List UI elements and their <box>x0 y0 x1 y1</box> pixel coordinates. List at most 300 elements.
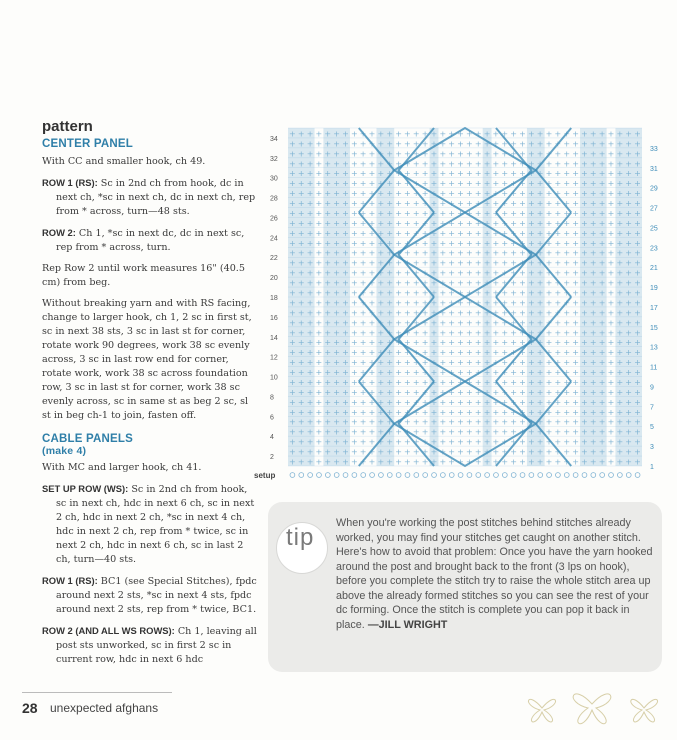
chart-stitch: + <box>368 318 376 328</box>
chart-stitch: + <box>598 189 606 199</box>
chart-stitch: + <box>563 427 571 437</box>
chart-stitch: + <box>519 377 526 387</box>
chart-stitch: + <box>448 348 456 358</box>
chart-stitch: + <box>527 328 535 338</box>
chart-stitch: + <box>589 139 597 149</box>
chart-stitch: + <box>616 377 624 387</box>
chart-stitch: + <box>421 328 429 338</box>
chart-stitch: + <box>510 427 517 437</box>
chart-stitch: + <box>634 348 641 358</box>
chart-stitch: + <box>545 457 553 467</box>
chart-stitch: + <box>289 447 296 457</box>
chart-stitch: + <box>350 268 358 278</box>
chart-stitch: + <box>404 169 411 179</box>
chart-stitch: + <box>519 189 526 199</box>
chart-stitch: + <box>430 407 438 417</box>
chart-stitch: + <box>377 298 385 308</box>
chart-stitch: + <box>501 248 509 258</box>
chart-stitch: + <box>589 248 597 258</box>
chart-stitch: + <box>607 139 615 149</box>
chart-stitch: + <box>359 228 367 238</box>
chart-stitch: + <box>333 417 340 427</box>
chart-stitch: + <box>404 328 411 338</box>
chart-stitch: + <box>492 368 500 378</box>
chart-stitch: + <box>563 169 571 179</box>
chart-stitch: + <box>616 318 624 328</box>
chart-stitch: + <box>457 358 464 368</box>
chart-stitch: + <box>634 179 641 189</box>
chart-stitch: + <box>501 437 509 447</box>
chart-stitch: + <box>483 228 491 238</box>
chart-stitch: + <box>501 159 509 169</box>
chart-stitch: + <box>510 338 517 348</box>
chart-stitch: + <box>342 318 349 328</box>
chart-stitch: + <box>404 189 411 199</box>
chart-stitch: + <box>563 248 571 258</box>
chart-stitch: + <box>421 208 429 218</box>
chart-stitch: + <box>439 129 447 139</box>
chart-stitch: + <box>421 248 429 258</box>
chart-stitch: + <box>589 377 597 387</box>
chart-stitch: + <box>492 268 500 278</box>
chart-stitch: + <box>439 437 447 447</box>
chart-stitch: + <box>581 387 588 397</box>
chart-stitch: + <box>581 358 588 368</box>
chart-stitch: + <box>598 407 606 417</box>
chart-stitch: + <box>581 208 588 218</box>
chart-stitch: + <box>324 377 332 387</box>
chart-stitch: + <box>386 397 394 407</box>
chart-stitch: + <box>554 268 562 278</box>
chart-stitch: + <box>483 387 491 397</box>
chart-stitch: + <box>421 129 429 139</box>
chart-stitch: + <box>395 377 402 387</box>
chart-stitch: + <box>315 328 323 338</box>
chart-stitch: + <box>359 169 367 179</box>
chart-stitch: + <box>315 238 323 248</box>
chart-stitch: + <box>342 338 349 348</box>
chart-stitch: + <box>492 218 500 228</box>
chart-stitch: + <box>404 149 411 159</box>
chart-stitch: + <box>457 208 464 218</box>
chart-stitch: + <box>501 377 509 387</box>
chart-stitch: + <box>501 258 509 268</box>
chart-cable-band <box>483 128 492 466</box>
chart-stitch: + <box>448 159 456 169</box>
chart-stitch: + <box>581 159 588 169</box>
chart-stitch: + <box>457 328 464 338</box>
chart-stitch: + <box>492 139 500 149</box>
chart-stitch: + <box>501 407 509 417</box>
chart-stitch: + <box>563 377 571 387</box>
chart-stitch: + <box>315 437 323 447</box>
chart-stitch: + <box>342 377 349 387</box>
chart-stitch: + <box>607 248 615 258</box>
chart-stitch: + <box>306 189 314 199</box>
chart-stitch: + <box>607 368 615 378</box>
chart-stitch: + <box>510 308 517 318</box>
chart-stitch: + <box>492 298 500 308</box>
chart-stitch: + <box>616 179 624 189</box>
chart-stitch: + <box>474 397 482 407</box>
chart-stitch: + <box>457 258 464 268</box>
chart-stitch: + <box>598 447 606 457</box>
chart-stitch: + <box>297 348 305 358</box>
chart-stitch: + <box>563 348 571 358</box>
chart-stitch: + <box>333 169 340 179</box>
chart-stitch: + <box>404 238 411 248</box>
chart-stitch: + <box>598 308 606 318</box>
chart-stitch: + <box>589 179 597 189</box>
chart-stitch: + <box>457 308 464 318</box>
chart-stitch: + <box>350 318 358 328</box>
chart-stitch: + <box>306 387 314 397</box>
chart-stitch: + <box>297 288 305 298</box>
chart-stitch: + <box>439 238 447 248</box>
chart-stitch: + <box>466 437 473 447</box>
chart-chain-stitch <box>511 473 516 478</box>
chart-stitch: + <box>589 288 597 298</box>
chart-stitch: + <box>545 377 553 387</box>
chart-stitch: + <box>315 457 323 467</box>
chart-stitch: + <box>457 139 464 149</box>
chart-stitch: + <box>386 258 394 268</box>
chart-stitch: + <box>572 338 579 348</box>
chart-stitch: + <box>297 248 305 258</box>
chart-stitch: + <box>368 387 376 397</box>
chart-stitch: + <box>572 179 579 189</box>
chart-stitch: + <box>474 159 482 169</box>
chart-chain-stitch <box>582 473 587 478</box>
chart-stitch: + <box>510 358 517 368</box>
chart-stitch: + <box>368 338 376 348</box>
chart-stitch: + <box>395 159 402 169</box>
chart-stitch: + <box>510 218 517 228</box>
chart-stitch: + <box>545 169 553 179</box>
chart-stitch: + <box>483 427 491 437</box>
chart-stitch: + <box>457 179 464 189</box>
chart-stitch: + <box>315 358 323 368</box>
chart-stitch: + <box>536 179 544 189</box>
chart-stitch: + <box>395 169 402 179</box>
chart-stitch: + <box>545 159 553 169</box>
chart-stitch: + <box>589 159 597 169</box>
chart-stitch: + <box>616 189 624 199</box>
chart-stitch: + <box>554 129 562 139</box>
row-label: ROW 1 (RS): <box>42 575 98 586</box>
chart-stitch: + <box>342 387 349 397</box>
chart-stitch: + <box>466 179 473 189</box>
chart-stitch: + <box>483 358 491 368</box>
chart-stitch: + <box>545 189 553 199</box>
chart-stitch: + <box>510 208 517 218</box>
chart-stitch: + <box>448 457 456 467</box>
chart-stitch: + <box>350 218 358 228</box>
chart-stitch: + <box>289 159 296 169</box>
cable-setup-row <box>42 482 257 567</box>
chart-stitch: + <box>377 377 385 387</box>
chart-stitch: + <box>589 397 597 407</box>
chart-stitch: + <box>421 228 429 238</box>
chart-row-label-right: 23 <box>650 245 658 253</box>
chart-stitch: + <box>412 288 420 298</box>
chart-stitch: + <box>519 358 526 368</box>
chart-stitch: + <box>589 149 597 159</box>
chart-stitch: + <box>474 318 482 328</box>
chart-stitch: + <box>616 298 624 308</box>
chart-stitch: + <box>483 238 491 248</box>
chart-stitch: + <box>430 159 438 169</box>
chart-stitch: + <box>492 308 500 318</box>
chart-stitch: + <box>289 318 296 328</box>
chart-stitch: + <box>289 278 296 288</box>
chart-stitch: + <box>625 248 633 258</box>
chart-stitch: + <box>377 208 385 218</box>
chart-row-label-left: 4 <box>270 434 274 442</box>
chart-stitch: + <box>474 368 482 378</box>
chart-stitch: + <box>519 179 526 189</box>
chart-stitch: + <box>412 457 420 467</box>
chart-stitch: + <box>430 417 438 427</box>
chart-stitch: + <box>466 447 473 457</box>
chart-stitch: + <box>545 368 553 378</box>
chart-stitch: + <box>350 228 358 238</box>
row-label: SET UP ROW (WS): <box>42 483 129 494</box>
chart-stitch: + <box>527 298 535 308</box>
footer-rule <box>22 692 172 693</box>
chart-stitch: + <box>501 417 509 427</box>
chart-stitch: + <box>501 298 509 308</box>
chart-stitch: + <box>616 457 624 467</box>
chart-stitch: + <box>395 338 402 348</box>
chart-stitch: + <box>395 189 402 199</box>
chart-stitch: + <box>519 268 526 278</box>
chart-stitch: + <box>359 338 367 348</box>
chart-stitch: + <box>324 358 332 368</box>
chart-stitch: + <box>607 268 615 278</box>
butterfly-decoration-icon <box>522 680 672 735</box>
chart-stitch: + <box>359 377 367 387</box>
chart-stitch: + <box>634 407 641 417</box>
chart-stitch: + <box>536 248 544 258</box>
chart-stitch: + <box>386 288 394 298</box>
chart-stitch: + <box>598 208 606 218</box>
chart-stitch: + <box>289 407 296 417</box>
chart-chain-stitch <box>379 473 384 478</box>
chart-stitch: + <box>536 348 544 358</box>
chart-stitch: + <box>501 457 509 467</box>
chart-stitch: + <box>625 208 633 218</box>
chart-stitch: + <box>412 258 420 268</box>
chart-stitch: + <box>466 328 473 338</box>
chart-stitch: + <box>492 407 500 417</box>
chart-stitch: + <box>368 417 376 427</box>
chart-stitch: + <box>289 288 296 298</box>
chart-stitch: + <box>404 338 411 348</box>
chart-stitch: + <box>297 278 305 288</box>
chart-stitch: + <box>607 407 615 417</box>
cable-panels-title: CABLE PANELS <box>42 433 133 445</box>
chart-stitch: + <box>527 159 535 169</box>
chart-chain-stitch <box>626 473 631 478</box>
chart-stitch: + <box>554 278 562 288</box>
chart-stitch: + <box>466 139 473 149</box>
chart-stitch: + <box>510 248 517 258</box>
chart-stitch: + <box>598 159 606 169</box>
chart-stitch: + <box>297 228 305 238</box>
chart-stitch: + <box>368 238 376 248</box>
chart-stitch: + <box>589 169 597 179</box>
chart-stitch: + <box>466 228 473 238</box>
chart-stitch: + <box>377 248 385 258</box>
chart-stitch: + <box>457 199 464 209</box>
chart-svg <box>254 122 670 488</box>
chart-stitch: + <box>342 248 349 258</box>
chart-stitch: + <box>404 447 411 457</box>
chart-stitch: + <box>395 437 402 447</box>
chart-stitch: + <box>359 348 367 358</box>
chart-stitch: + <box>439 457 447 467</box>
chart-stitch: + <box>527 218 535 228</box>
chart-stitch: + <box>527 248 535 258</box>
chart-stitch: + <box>519 338 526 348</box>
chart-stitch: + <box>448 129 456 139</box>
chart-stitch: + <box>501 348 509 358</box>
chart-stitch: + <box>501 338 509 348</box>
chart-stitch: + <box>492 348 500 358</box>
chart-stitch: + <box>589 348 597 358</box>
chart-stitch: + <box>483 149 491 159</box>
chart-row-label-right: 25 <box>650 225 658 233</box>
chart-stitch: + <box>501 149 509 159</box>
chart-stitch: + <box>324 228 332 238</box>
chart-stitch: + <box>492 228 500 238</box>
chart-stitch: + <box>572 268 579 278</box>
chart-stitch: + <box>581 457 588 467</box>
chart-stitch: + <box>439 288 447 298</box>
chart-chain-stitch <box>485 473 490 478</box>
chart-stitch: + <box>289 358 296 368</box>
chart-stitch: + <box>342 457 349 467</box>
chart-stitch: + <box>333 189 340 199</box>
chart-stitch: + <box>395 149 402 159</box>
chart-stitch: + <box>306 258 314 268</box>
chart-stitch: + <box>306 139 314 149</box>
chart-stitch: + <box>466 129 473 139</box>
chart-stitch: + <box>421 407 429 417</box>
chart-chain-stitch <box>308 473 313 478</box>
chart-stitch: + <box>607 149 615 159</box>
chart-stitch: + <box>306 298 314 308</box>
chart-chain-stitch <box>352 473 357 478</box>
chart-stitch: + <box>421 149 429 159</box>
chart-stitch: + <box>554 427 562 437</box>
chart-stitch: + <box>510 387 517 397</box>
chart-stitch: + <box>572 189 579 199</box>
chart-stitch: + <box>625 358 633 368</box>
chart-stitch: + <box>474 457 482 467</box>
chart-stitch: + <box>625 377 633 387</box>
chart-stitch: + <box>289 348 296 358</box>
chart-stitch: + <box>289 338 296 348</box>
chart-stitch: + <box>439 258 447 268</box>
chart-stitch: + <box>501 328 509 338</box>
chart-stitch: + <box>439 368 447 378</box>
chart-stitch: + <box>572 368 579 378</box>
chart-stitch: + <box>306 397 314 407</box>
chart-stitch: + <box>333 348 340 358</box>
chart-stitch: + <box>536 288 544 298</box>
chart-stitch: + <box>501 318 509 328</box>
chart-stitch: + <box>474 248 482 258</box>
chart-stitch: + <box>439 298 447 308</box>
chart-stitch: + <box>448 238 456 248</box>
chart-stitch: + <box>492 397 500 407</box>
chart-stitch: + <box>306 447 314 457</box>
chart-stitch: + <box>377 278 385 288</box>
chart-stitch: + <box>333 258 340 268</box>
chart-stitch: + <box>404 129 411 139</box>
chart-stitch: + <box>598 278 606 288</box>
chart-row-label-left: 34 <box>270 135 278 143</box>
chart-stitch: + <box>333 457 340 467</box>
chart-stitch: + <box>510 149 517 159</box>
chart-stitch: + <box>510 159 517 169</box>
chart-stitch: + <box>598 377 606 387</box>
chart-stitch: + <box>616 129 624 139</box>
chart-stitch: + <box>607 358 615 368</box>
chart-stitch: + <box>457 387 464 397</box>
chart-stitch: + <box>297 338 305 348</box>
chart-stitch: + <box>412 318 420 328</box>
chart-stitch: + <box>430 427 438 437</box>
chart-stitch: + <box>421 358 429 368</box>
chart-stitch: + <box>589 238 597 248</box>
chart-stitch: + <box>395 407 402 417</box>
chart-stitch: + <box>536 377 544 387</box>
chart-stitch: + <box>404 298 411 308</box>
chart-stitch: + <box>359 298 367 308</box>
chart-stitch: + <box>510 288 517 298</box>
chart-stitch: + <box>519 328 526 338</box>
chart-stitch: + <box>412 159 420 169</box>
chart-chain-stitch <box>423 473 428 478</box>
chart-stitch: + <box>536 199 544 209</box>
chart-stitch: + <box>386 149 394 159</box>
chart-stitch: + <box>297 427 305 437</box>
chart-stitch: + <box>598 417 606 427</box>
chart-stitch: + <box>563 179 571 189</box>
chart-stitch: + <box>439 427 447 437</box>
chart-stitch: + <box>554 218 562 228</box>
chart-stitch: + <box>297 447 305 457</box>
chart-stitch: + <box>350 437 358 447</box>
chart-stitch: + <box>395 248 402 258</box>
chart-stitch: + <box>519 427 526 437</box>
chart-stitch: + <box>333 278 340 288</box>
chart-stitch: + <box>439 387 447 397</box>
chart-stitch: + <box>350 407 358 417</box>
chart-stitch: + <box>448 427 456 437</box>
chart-stitch: + <box>368 457 376 467</box>
chart-stitch: + <box>324 447 332 457</box>
chart-stitch: + <box>297 407 305 417</box>
cable-row1 <box>42 574 257 617</box>
chart-stitch: + <box>386 368 394 378</box>
chart-stitch: + <box>412 407 420 417</box>
chart-stitch: + <box>527 208 535 218</box>
center-panel-title: CENTER PANEL <box>42 138 133 150</box>
